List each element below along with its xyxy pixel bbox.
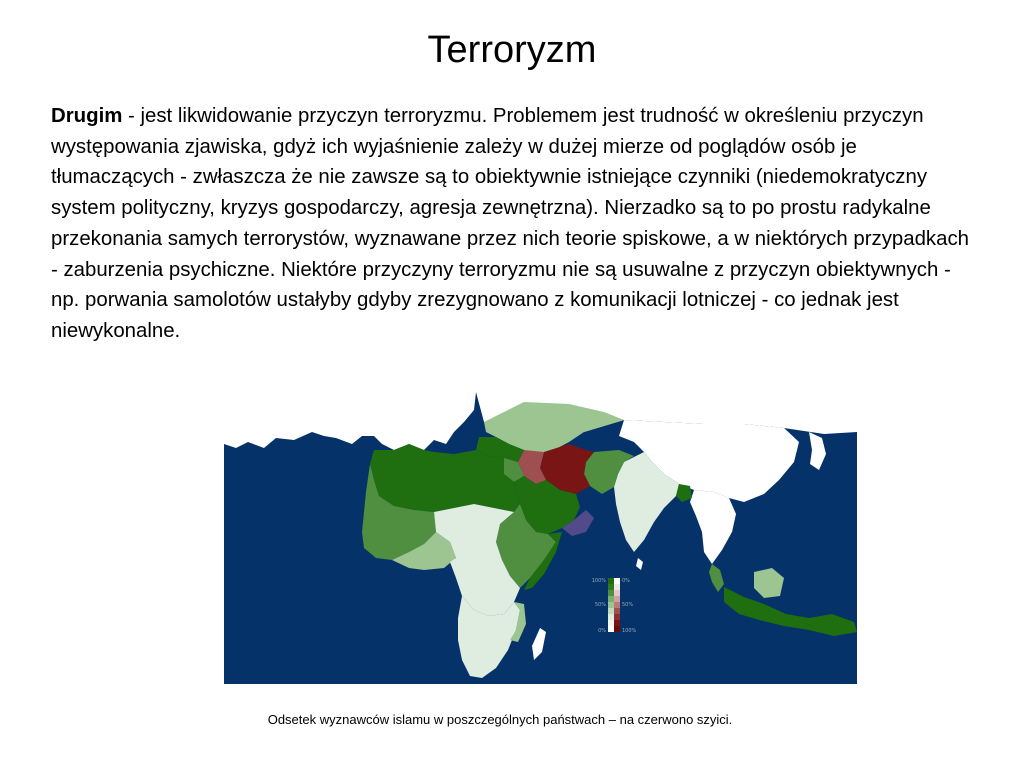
map-svg [224, 392, 857, 684]
paragraph-lead: Drugim [51, 105, 123, 127]
europe-land [224, 392, 476, 450]
slide-title: Terroryzm [427, 29, 597, 71]
legend-left-bottom: 0% [598, 628, 606, 634]
legend-right-top: 0% [622, 578, 630, 584]
body-paragraph [51, 101, 976, 347]
legend-left-top: 100% [591, 578, 606, 584]
map-caption: Odsetek wyznawców islamu w poszczególnych państwach – na czerwono szyici. [267, 712, 733, 727]
legend-right-bottom: 100% [622, 628, 637, 634]
islam-world-map [224, 392, 857, 684]
paragraph-text: - jest likwidowanie przyczyn terroryzmu. Problemem jest trudność w określeniu przyczyn występowania zjawiska, gdyż ich wyjaśnienie zależy w dużej mierze od poglądów osób je tłumaczących - zwłaszcza że nie zawsze są to obiektywnie istniejące czynniki (niedemokratyczny system polityczny, kryzys gospodarczy, agresja zewnętrzna). Nierzadko są to po prostu radykalne przekonania samych terrorystów, wyznawane przez nich teorie spiskowe, a w niektórych przypadkach - zaburzenia psychiczne. Niektóre przyczyny terroryzmu nie są usuwalne z przyczyn obiektywnych - np. porwania samolotów ustałyby gdyby zrezygnowano z komunikacji lotniczej - co jednak jest niewykonalne. [51, 105, 969, 342]
legend-right-mid: 50% [622, 602, 634, 608]
legend-left-mid: 50% [594, 602, 606, 608]
